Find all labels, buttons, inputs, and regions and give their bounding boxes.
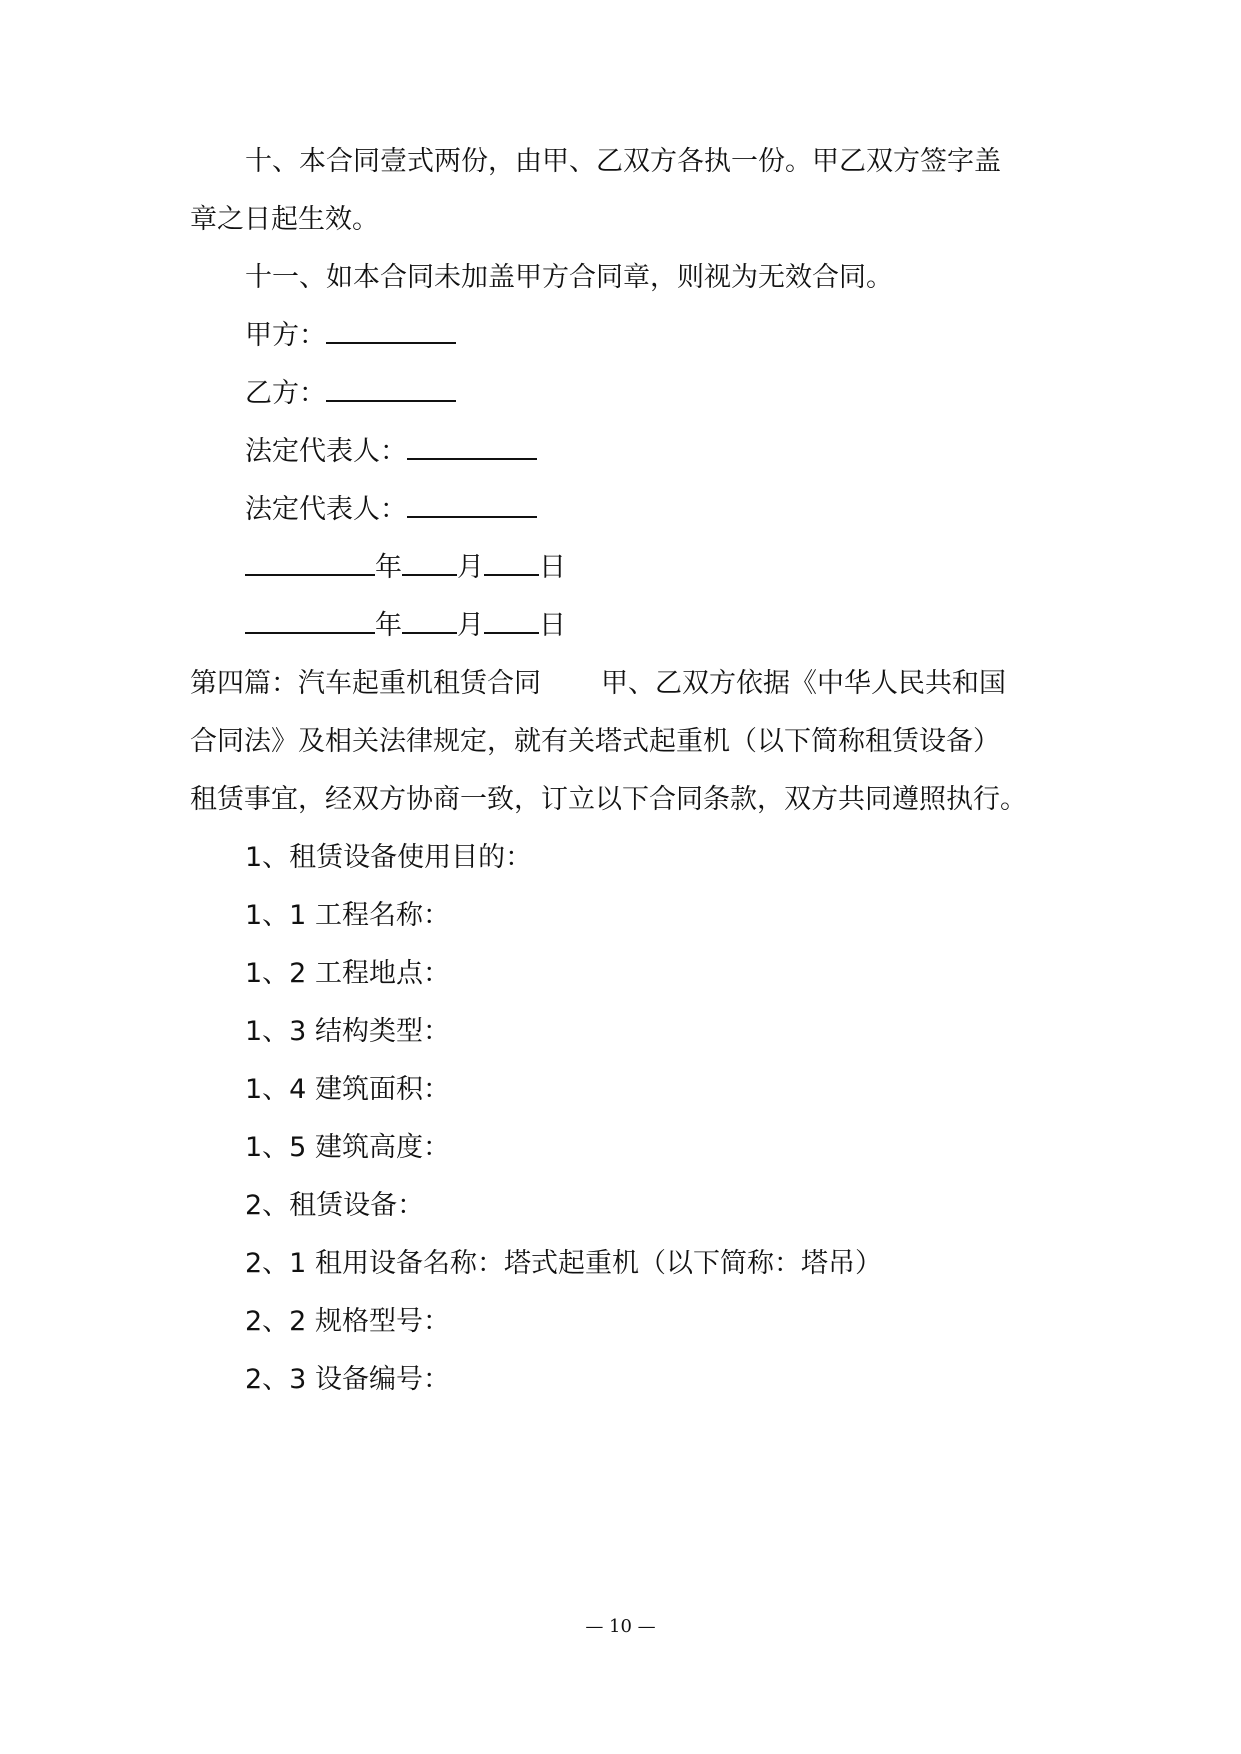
item-1-2: 1、2 工程地点： [245, 958, 450, 989]
item-2-3: 2、3 设备编号： [245, 1364, 450, 1395]
item-2-2: 2、2 规格型号： [245, 1306, 450, 1337]
party-b-blank[interactable] [326, 374, 456, 402]
legal-rep-blank-2[interactable] [407, 490, 537, 518]
intro-line-2: 合同法》及相关法律规定，就有关塔式起重机（以下简称租赁设备） [190, 726, 1000, 757]
intro-line-3: 租赁事宜，经双方协商一致，订立以下合同条款，双方共同遵照执行。 [190, 784, 1027, 815]
day-blank-1[interactable] [484, 548, 539, 576]
intro-line-1-rest: 甲、乙双方依据《中华人民共和国 [601, 668, 1006, 699]
item-1-5: 1、5 建筑高度： [245, 1132, 450, 1163]
month-label-2: 月 [457, 610, 484, 641]
year-label-1: 年 [375, 552, 402, 583]
day-label-1: 日 [539, 552, 566, 583]
section-intro-line-1 [190, 664, 1006, 704]
party-a-label: 甲方： [245, 320, 326, 351]
clause-eleven: 十一、如本合同未加盖甲方合同章，则视为无效合同。 [245, 262, 893, 293]
item-2: 2、租赁设备： [245, 1190, 425, 1221]
year-label-2: 年 [375, 610, 402, 641]
legal-rep-blank-1[interactable] [407, 432, 537, 460]
party-b-label: 乙方： [245, 378, 326, 409]
day-blank-2[interactable] [484, 606, 539, 634]
month-blank-2[interactable] [402, 606, 457, 634]
month-blank-1[interactable] [402, 548, 457, 576]
party-a-blank[interactable] [326, 316, 456, 344]
item-1-4: 1、4 建筑面积： [245, 1074, 450, 1105]
date-line-2 [245, 606, 566, 646]
item-1-1: 1、1 工程名称： [245, 900, 450, 931]
month-label-1: 月 [457, 552, 484, 583]
year-blank-2[interactable] [245, 606, 375, 634]
date-line-1 [245, 548, 566, 588]
party-b-line [245, 374, 456, 414]
legal-rep-line-1 [245, 432, 537, 472]
page-number: — 10 — [585, 1616, 656, 1637]
clause-ten-line-2: 章之日起生效。 [190, 204, 379, 235]
clause-ten-line-1: 十、本合同壹式两份，由甲、乙双方各执一份。甲乙双方签字盖 [245, 146, 1001, 177]
year-blank-1[interactable] [245, 548, 375, 576]
section-title: 第四篇：汽车起重机租赁合同 [190, 668, 541, 699]
legal-rep-label-2: 法定代表人： [245, 494, 407, 525]
item-1: 1、租赁设备使用目的： [245, 842, 533, 873]
party-a-line [245, 316, 456, 356]
item-1-3: 1、3 结构类型： [245, 1016, 450, 1047]
day-label-2: 日 [539, 610, 566, 641]
legal-rep-line-2 [245, 490, 537, 530]
legal-rep-label-1: 法定代表人： [245, 436, 407, 467]
item-2-1: 2、1 租用设备名称：塔式起重机（以下简称：塔吊） [245, 1248, 882, 1279]
